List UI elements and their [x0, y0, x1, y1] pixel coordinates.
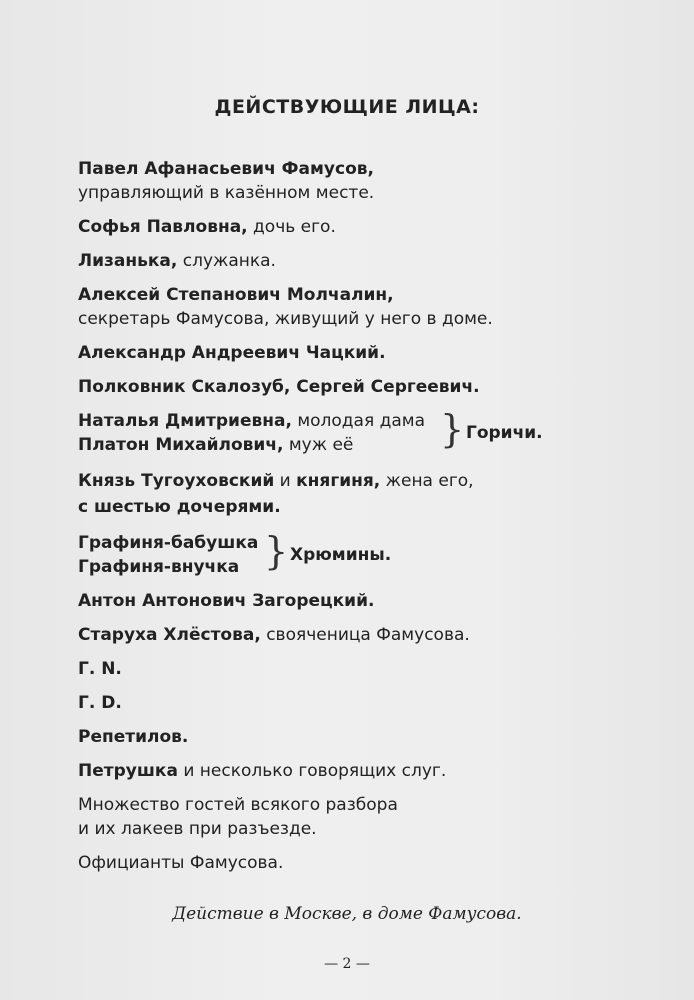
character-name: Платон Михайлович, [78, 435, 284, 455]
character-repetilov [78, 726, 188, 748]
brace-icon: } [440, 407, 465, 451]
character-description: молодая дама [297, 411, 426, 431]
character-grafinya-vnuchka [78, 556, 239, 578]
character-name: Антон Антонович Загорецкий. [78, 591, 375, 611]
group-label-gorichi: Горичи. [466, 423, 543, 443]
character-guests: Множество гостей всякого разбора [78, 795, 398, 815]
character-name: Александр Андреевич Чацкий. [78, 343, 386, 363]
character-name: Лизанька, [78, 251, 178, 271]
character-name: Алексей Степанович Молчалин, [78, 285, 394, 305]
character-description: и несколько говорящих слуг. [183, 761, 447, 781]
character-name: Репетилов. [78, 727, 189, 747]
character-name: с шестью дочерями. [78, 497, 281, 517]
character-tugoukhovsky [78, 470, 474, 492]
character-name: Софья Павловна, [78, 217, 248, 237]
character-name: Князь Тугоуховский [78, 471, 275, 491]
page-number: — 2 — [324, 956, 370, 972]
setting-note: Действие в Москве, в доме Фамусова. [172, 904, 522, 924]
character-name: Петрушка [78, 761, 178, 781]
group-label-khryuminy: Хрюмины. [290, 545, 392, 565]
character-officiants: Официанты Фамусова. [78, 853, 284, 873]
character-skalozub [78, 376, 480, 398]
character-molchalin [78, 284, 394, 306]
character-name: Графиня-бабушка [78, 533, 259, 553]
character-sofya [78, 216, 336, 238]
brace-icon: } [264, 529, 289, 573]
character-name: Старуха Хлёстова, [78, 625, 261, 645]
character-natalya [78, 410, 425, 432]
character-guests-line2: и их лакеев при разъезде. [78, 819, 317, 839]
character-description: секретарь Фамусова, живущий у него в доме. [78, 309, 493, 329]
character-description: муж её [288, 435, 354, 455]
character-platon [78, 434, 353, 456]
character-name: Г. D. [78, 693, 122, 713]
character-lizanka [78, 250, 276, 272]
character-name: Г. N. [78, 659, 122, 679]
character-description: дочь его. [253, 217, 336, 237]
character-name: княгиня, [296, 471, 381, 491]
character-g-n [78, 658, 122, 680]
character-tugoukhovsky-daughters [78, 496, 281, 518]
character-g-d [78, 692, 122, 714]
character-khlestova [78, 624, 470, 646]
character-description: жена его, [385, 471, 474, 491]
character-grafinya-babushka [78, 532, 258, 554]
character-famusov [78, 158, 374, 180]
character-description: управляющий в казённом месте. [78, 183, 375, 203]
character-chatsky [78, 342, 386, 364]
character-name: Полковник Скалозуб, Сергей Сергеевич. [78, 377, 480, 397]
character-zagoretsky [78, 590, 374, 612]
character-name: Наталья Дмитриевна, [78, 411, 292, 431]
character-description: служанка. [182, 251, 276, 271]
character-description: свояченица Фамусова. [266, 625, 470, 645]
character-petrushka [78, 760, 446, 782]
conjunction: и [279, 471, 291, 491]
page-title: ДЕЙСТВУЮЩИЕ ЛИЦА: [214, 96, 480, 118]
character-name: Павел Афанасьевич Фамусов, [78, 159, 374, 179]
character-name: Графиня-внучка [78, 557, 240, 577]
